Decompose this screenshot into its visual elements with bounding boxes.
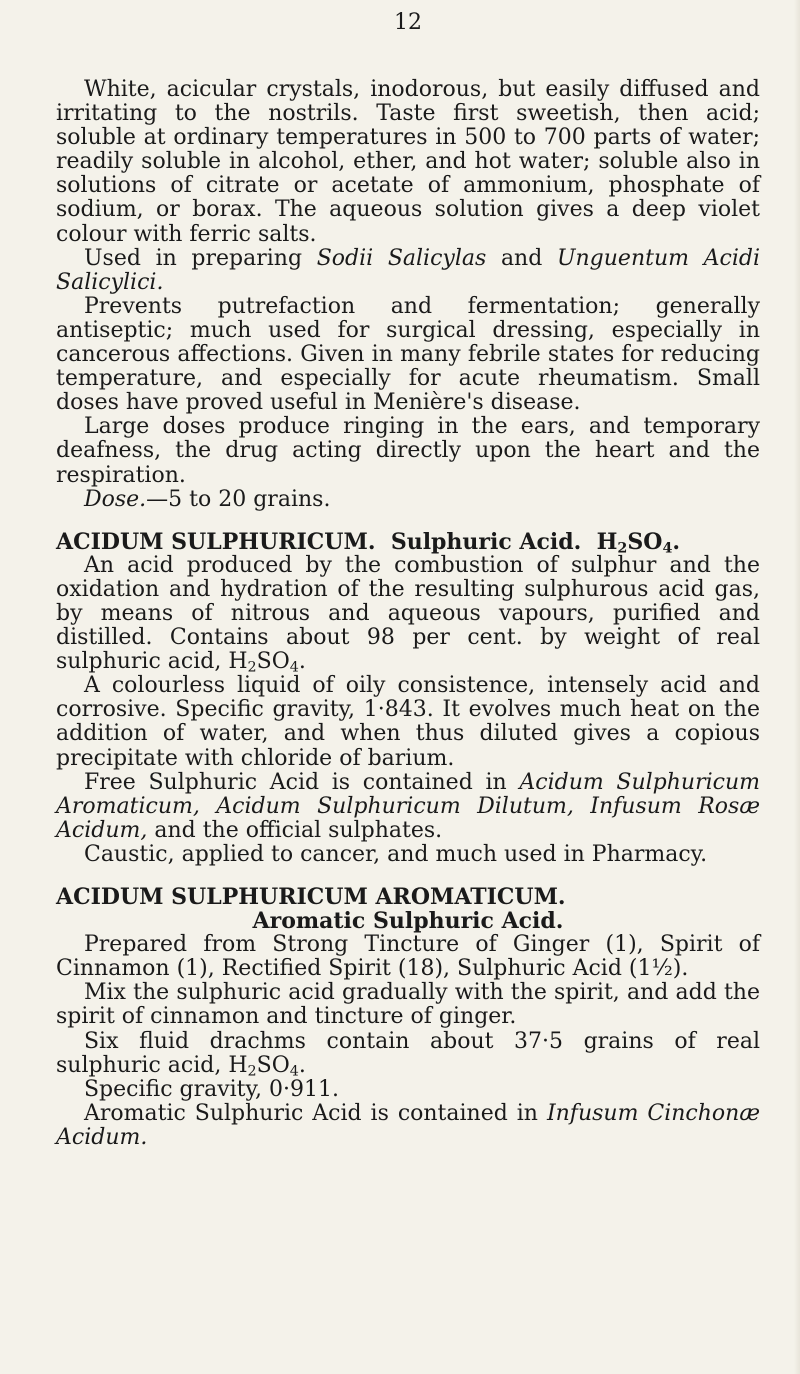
salicylic-large-doses: Large doses produce ringing in the ears, and temporary deafness, the drug acting directly upon the heart and the respiration. <box>56 414 760 488</box>
aromatic-heading: ACIDUM SULPHURICUM AROMATICUM. <box>56 884 566 910</box>
chemical-formula: $H_2SO_4$. <box>596 528 681 557</box>
sulphuric-properties: A colourless liquid of oily consistence, intensely acid and corrosive. Specific gravity, 1·843. It evolves much heat on the addition of water, and when thus diluted gives a copious precipitate with chloride of barium. <box>56 673 760 771</box>
preparation-name: Acidum Sulphuricum Dilutum, <box>216 793 574 819</box>
aromatic-specific-gravity: Specific gravity, 0·911. <box>83 1076 339 1102</box>
sulphuric-contained-in: Free Sulphuric Acid is contained in Acidum Sulphuricum Aromaticum, Acidum Sulphuricum Dilutum, Infusum Rosæ Acidum, and the official sulphates. <box>56 769 761 843</box>
aromatic-strength: Six fluid drachms contain about 37·5 grains of real sulphuric acid, $H_2SO_4$. <box>56 1028 760 1080</box>
salicylic-used-in: Used in preparing Sodii Salicylas and Unguentum Acidi Salicylici. <box>56 245 761 295</box>
page-edge-shadow <box>794 0 800 1374</box>
preparation-name: Sodii Salicylas <box>316 245 487 271</box>
preparation-name: Infusum Cinchonæ Acidum. <box>56 1100 760 1150</box>
chemical-formula: $H_2SO_4$. <box>228 1052 306 1080</box>
preparation-name: Unguentum Acidi Salicylici. <box>56 245 761 295</box>
chemical-formula: $H_2SO_4$. <box>228 649 306 676</box>
sulphuric-production: An acid produced by the combustion of sulphur and the oxidation and hydration of the resulting sulphurous acid gas, by means of nitrous and aqueous vapours, purified and distilled. Contains about 98 per cent. by weight of real sulphuric acid, $H_2SO_4$. <box>56 552 760 676</box>
aromatic-subtitle: Aromatic Sulphuric Acid. <box>252 908 564 935</box>
aromatic-mix: Mix the sulphuric acid gradually with the spirit, and add the spirit of cinnamon and tincture of ginger. <box>56 980 760 1030</box>
preparation-name: Acidum Sulphuricum Aromaticum, <box>56 769 761 819</box>
aromatic-contained-in: Aromatic Sulphuric Acid is contained in Infusum Cinchonæ Acidum. <box>56 1100 760 1150</box>
sulphuric-heading <box>56 528 760 557</box>
aromatic-preparation: Prepared from Strong Tincture of Ginger (1), Spirit of Cinnamon (1), Rectified Spirit (18), Sulphuric Acid (1½). <box>56 932 760 982</box>
salicylic-description: White, acicular crystals, inodorous, but easily diffused and irritating to the nostrils. Taste first sweetish, then acid; soluble at ordinary temperatures in 500 to 700 parts of water; readily soluble in alcohol, ether, and hot water; soluble also in solutions of citrate or acetate of ammonium, phosphate of sodium, or borax. The aqueous solution gives a deep violet colour with ferric salts. <box>56 77 760 247</box>
page-number: 12 <box>394 10 422 35</box>
salicylic-dose: Dose.—5 to 20 grains. <box>83 486 331 512</box>
preparation-name: Infusum Rosæ Acidum, <box>56 793 760 843</box>
section-title: ACIDUM SULPHURICUM. <box>56 528 376 555</box>
page-body <box>56 78 760 1150</box>
section-subtitle: Sulphuric Acid. <box>390 528 582 555</box>
salicylic-uses: Prevents putrefaction and fermentation; generally antiseptic; much used for surgical dressing, especially in cancerous affections. Given in many febrile states for reducing temperature, and especially for acute rheumatism. Small doses have proved useful in Menière's disease. <box>56 293 760 416</box>
sulphuric-caustic: Caustic, applied to cancer, and much used in Pharmacy. <box>83 841 708 867</box>
